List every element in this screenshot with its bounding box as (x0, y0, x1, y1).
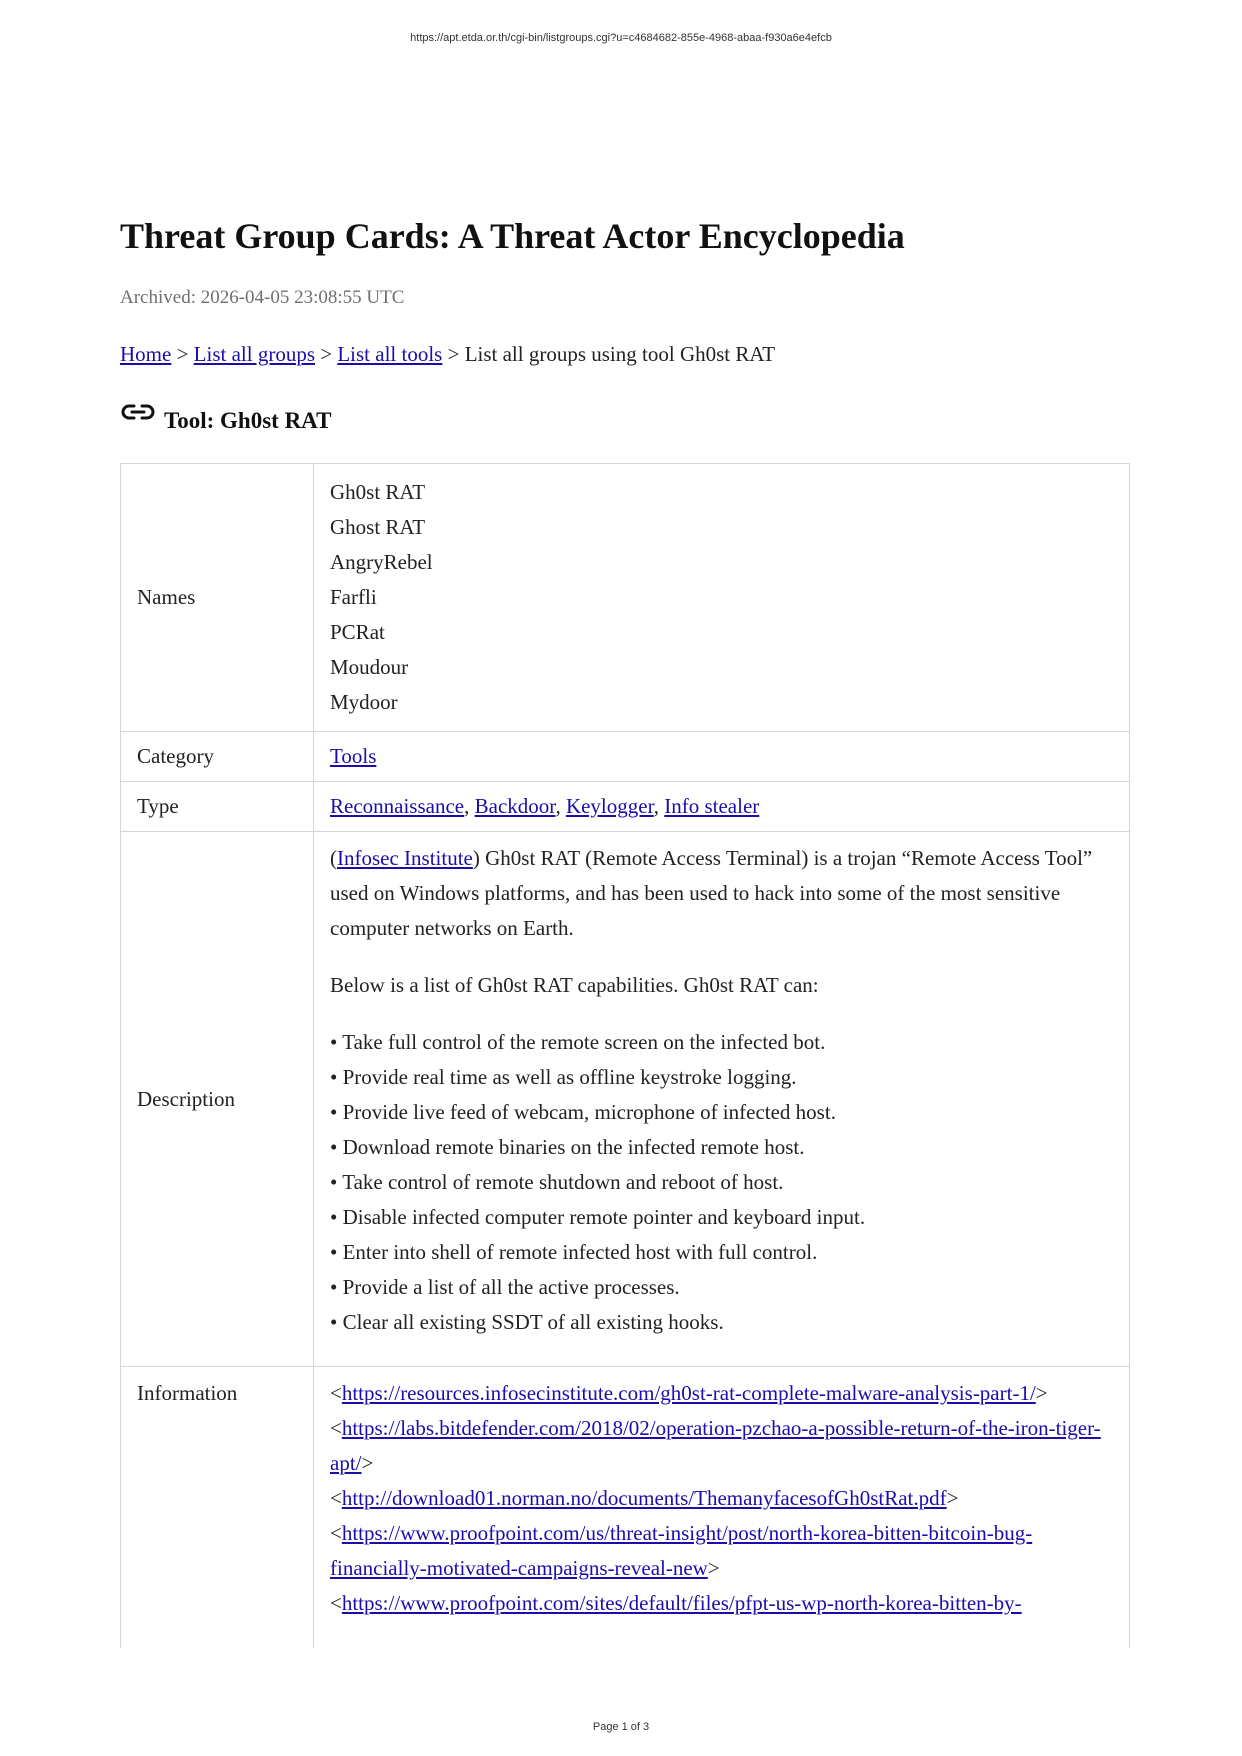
breadcrumb-separator: > (447, 342, 465, 366)
capability-item: • Clear all existing SSDT of all existing hooks. (330, 1310, 724, 1334)
reference-item (330, 1481, 1114, 1516)
name-item: Ghost RAT (330, 515, 426, 539)
capability-item: • Provide a list of all the active processes. (330, 1275, 680, 1299)
names-list (314, 464, 1130, 732)
breadcrumb-current: List all groups using tool Gh0st RAT (464, 342, 776, 366)
description-intro-text: ) Gh0st RAT (Remote Access Terminal) is a trojan “Remote Access Tool” used on Windows platforms, and has been used to hack into some of the most sensitive computer networks on Earth. (330, 846, 1093, 940)
page-number: Page 1 of 3 (592, 1721, 650, 1733)
capability-item: • Download remote binaries on the infected remote host. (330, 1135, 805, 1159)
page-content (120, 212, 1130, 1662)
name-item: Farfli (330, 585, 377, 609)
information-row (121, 1367, 1130, 1662)
name-item: PCRat (330, 620, 385, 644)
information-links (314, 1367, 1130, 1662)
breadcrumb-groups-link[interactable]: List all groups (193, 342, 315, 366)
reference-item (330, 1376, 1114, 1411)
capability-item: • Provide real time as well as offline keystroke logging. (330, 1065, 797, 1089)
category-row (121, 732, 1130, 782)
tool-info-table (120, 463, 1130, 1662)
reference-item (330, 1411, 1114, 1481)
angle-close: > (946, 1486, 959, 1510)
angle-open: < (330, 1486, 342, 1510)
page-bottom-margin (0, 1648, 1242, 1708)
description-text (314, 832, 1130, 1367)
breadcrumb-tools-link[interactable]: List all tools (337, 342, 443, 366)
description-label: Description (121, 832, 314, 1367)
capability-item: • Take control of remote shutdown and reboot of host. (330, 1170, 784, 1194)
breadcrumb-home-link[interactable]: Home (120, 342, 172, 366)
angle-close: > (707, 1556, 720, 1580)
reference-item (330, 1516, 1114, 1586)
category-link[interactable]: Tools (330, 744, 377, 768)
type-separator: , (464, 794, 475, 818)
capability-item: • Disable infected computer remote pointer and keyboard input. (330, 1205, 866, 1229)
reference-link[interactable]: http://download01.norman.no/documents/ThemanyfacesofGh0stRat.pdf (341, 1486, 947, 1510)
reference-link[interactable]: https://www.proofpoint.com/sites/default/files/pfpt-us-wp-north-korea-bitten-by- (341, 1591, 1022, 1615)
breadcrumb (120, 340, 1130, 368)
angle-open: < (330, 1381, 342, 1405)
category-value (314, 732, 1130, 782)
breadcrumb-separator: > (320, 342, 338, 366)
type-values (314, 782, 1130, 832)
tool-heading (120, 406, 1130, 436)
angle-open: < (330, 1521, 342, 1545)
reference-item (330, 1586, 1114, 1621)
breadcrumb-separator: > (176, 342, 194, 366)
paren-open: ( (330, 846, 337, 870)
capabilities-intro: Below is a list of Gh0st RAT capabilities. Gh0st RAT can: (330, 973, 819, 997)
type-link[interactable]: Backdoor (474, 794, 556, 818)
type-separator: , (555, 794, 566, 818)
print-header-url: https://apt.etda.or.th/cgi-bin/listgroups.cgi?u=c4684682-855e-4968-abaa-f930a6e4efcb (410, 32, 832, 44)
tool-heading-text: Tool: Gh0st RAT (164, 408, 332, 433)
archived-timestamp: Archived: 2026-04-05 23:08:55 UTC (120, 287, 405, 308)
name-item: Moudour (330, 655, 409, 679)
angle-open: < (330, 1416, 342, 1440)
reference-link[interactable]: https://www.proofpoint.com/us/threat-insight/post/north-korea-bitten-bitcoin-bug-financially-motivated-campaigns-reveal-new (330, 1521, 1033, 1580)
type-link[interactable]: Info stealer (664, 794, 760, 818)
capability-item: • Enter into shell of remote infected host with full control. (330, 1240, 818, 1264)
names-row (121, 464, 1130, 732)
type-separator: , (653, 794, 665, 818)
page-title: Threat Group Cards: A Threat Actor Encyclopedia (120, 216, 905, 256)
type-row (121, 782, 1130, 832)
angle-close: > (1035, 1381, 1048, 1405)
angle-open: < (330, 1591, 342, 1615)
type-link[interactable]: Reconnaissance (330, 794, 465, 818)
name-item: AngryRebel (330, 550, 433, 574)
angle-close: > (361, 1451, 374, 1475)
reference-link[interactable]: https://resources.infosecinstitute.com/gh0st-rat-complete-malware-analysis-part-1/ (341, 1381, 1036, 1405)
name-item: Mydoor (330, 690, 398, 714)
type-label: Type (121, 782, 314, 832)
capability-item: • Take full control of the remote screen on the infected bot. (330, 1030, 826, 1054)
reference-link[interactable]: https://labs.bitdefender.com/2018/02/operation-pzchao-a-possible-return-of-the-iron-tiger-apt/ (330, 1416, 1101, 1475)
type-link[interactable]: Keylogger (565, 794, 654, 818)
description-intro (330, 841, 1114, 946)
information-label: Information (121, 1367, 314, 1662)
capability-item: • Provide live feed of webcam, microphone of infected host. (330, 1100, 836, 1124)
description-row (121, 832, 1130, 1367)
category-label: Category (121, 732, 314, 782)
link-icon (120, 400, 156, 424)
name-item: Gh0st RAT (330, 480, 426, 504)
names-label: Names (121, 464, 314, 732)
source-link[interactable]: Infosec Institute (337, 846, 473, 870)
